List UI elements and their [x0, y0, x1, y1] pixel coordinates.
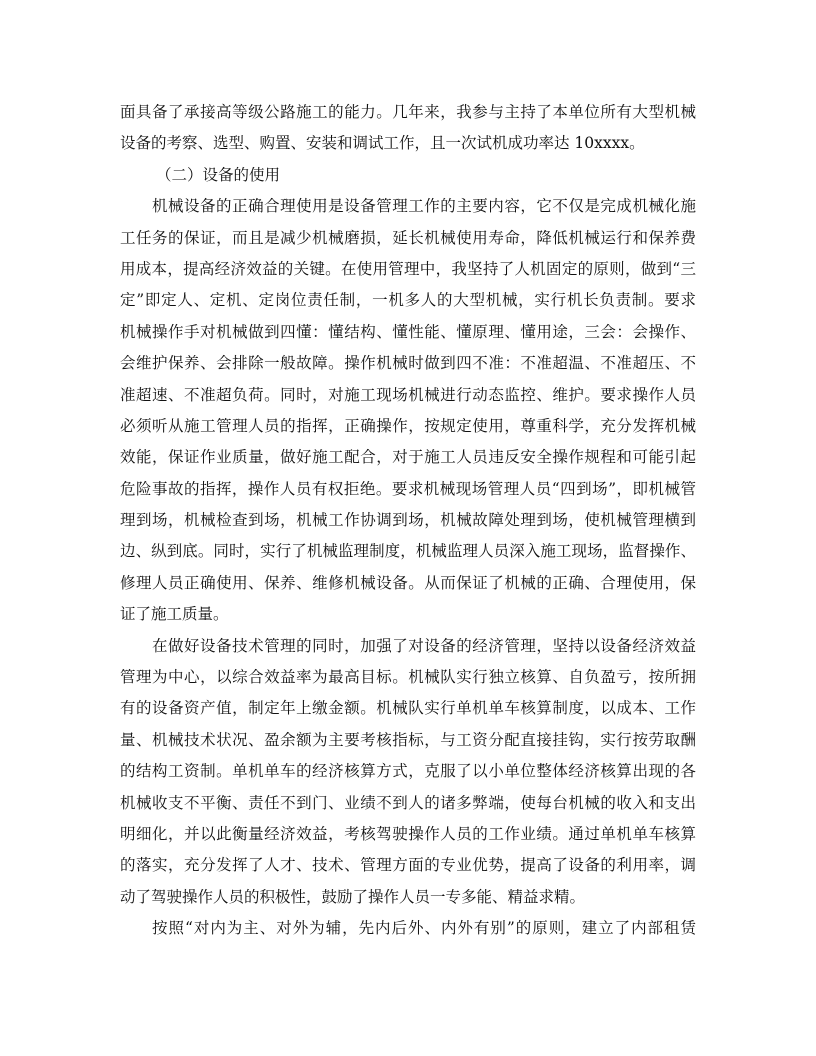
text-line: 量、机械技术状况、盈余额为主要考核指标，与工资分配直接挂钩，实行按劳取酬 — [120, 730, 696, 749]
text-line: 边、纵到底。同时，实行了机械监理制度，机械监理人员深入施工现场，监督操作、 — [120, 542, 696, 561]
text-line: 会维护保养、会排除一般故障。操作机械时做到四不准：不准超温、不准超压、不 — [120, 354, 696, 373]
text-line: 机械收支不平衡、责任不到门、业绩不到人的诸多弊端，使每台机械的收入和支出 — [120, 793, 696, 812]
text-line: 动了驾驶操作人员的积极性，鼓励了操作人员一专多能、精益求精。 — [120, 887, 586, 906]
text-line: 效能，保证作业质量，做好施工配合，对于施工人员违反安全操作规程和可能引起 — [120, 448, 696, 467]
text-line: 机械操作手对机械做到四懂：懂结构、懂性能、懂原理、懂用途，三会：会操作、 — [120, 322, 696, 341]
text-line: 有的设备资产值，制定年上缴金额。机械队实行单机单车核算制度，以成本、工作 — [120, 699, 696, 718]
text-line: 修理人员正确使用、保养、维修机械设备。从而保证了机械的正确、合理使用，保 — [120, 573, 696, 592]
text-line: 在做好设备技术管理的同时，加强了对设备的经济管理，坚持以设备经济效益 — [152, 636, 696, 655]
text-line: 理到场，机械检查到场，机械工作协调到场，机械故障处理到场，使机械管理横到 — [120, 511, 696, 530]
document-body — [120, 97, 696, 945]
text-line: 危险事故的指挥，操作人员有权拒绝。要求机械现场管理人员“四到场”，即机械管 — [120, 479, 696, 498]
text-line: 定”即定人、定机、定岗位责任制，一机多人的大型机械，实行机长负责制。要求 — [120, 291, 696, 310]
section-heading: （二）设备的使用 — [156, 165, 281, 184]
text-line: 的落实，充分发挥了人才、技术、管理方面的专业优势，提高了设备的利用率，调 — [120, 856, 696, 875]
text-line: 按照“对内为主、对外为辅，先内后外、内外有别”的原则，建立了内部租赁 — [152, 919, 696, 938]
text-line: 机械设备的正确合理使用是设备管理工作的主要内容，它不仅是完成机械化施 — [152, 197, 696, 216]
text-line: 管理为中心，以综合效益率为最高目标。机械队实行独立核算、自负盈亏，按所拥 — [120, 668, 696, 687]
text-line: 必须听从施工管理人员的指挥，正确操作，按规定使用，尊重科学，充分发挥机械 — [120, 416, 696, 435]
text-line: 面具备了承接高等级公路施工的能力。几年来，我参与主持了本单位所有大型机械 — [120, 103, 696, 121]
text-line: 准超速、不准超负荷。同时，对施工现场机械进行动态监控、维护。要求操作人员 — [120, 385, 696, 404]
text-line: 用成本，提高经济效益的关键。在使用管理中，我坚持了人机固定的原则，做到“三 — [120, 259, 696, 278]
text-line: 证了施工质量。 — [120, 605, 229, 624]
text-line: 工任务的保证，而且是减少机械磨损，延长机械使用寿命，降低机械运行和保养费 — [120, 228, 696, 247]
text-line: 明细化，并以此衡量经济效益，考核驾驶操作人员的工作业绩。通过单机单车核算 — [120, 824, 696, 843]
text-line: 的结构工资制。单机单车的经济核算方式，克服了以小单位整体经济核算出现的各 — [120, 762, 696, 781]
text-line: 设备的考察、选型、购置、安装和调试工作，且一次试机成功率达 10xxxx。 — [120, 134, 645, 153]
